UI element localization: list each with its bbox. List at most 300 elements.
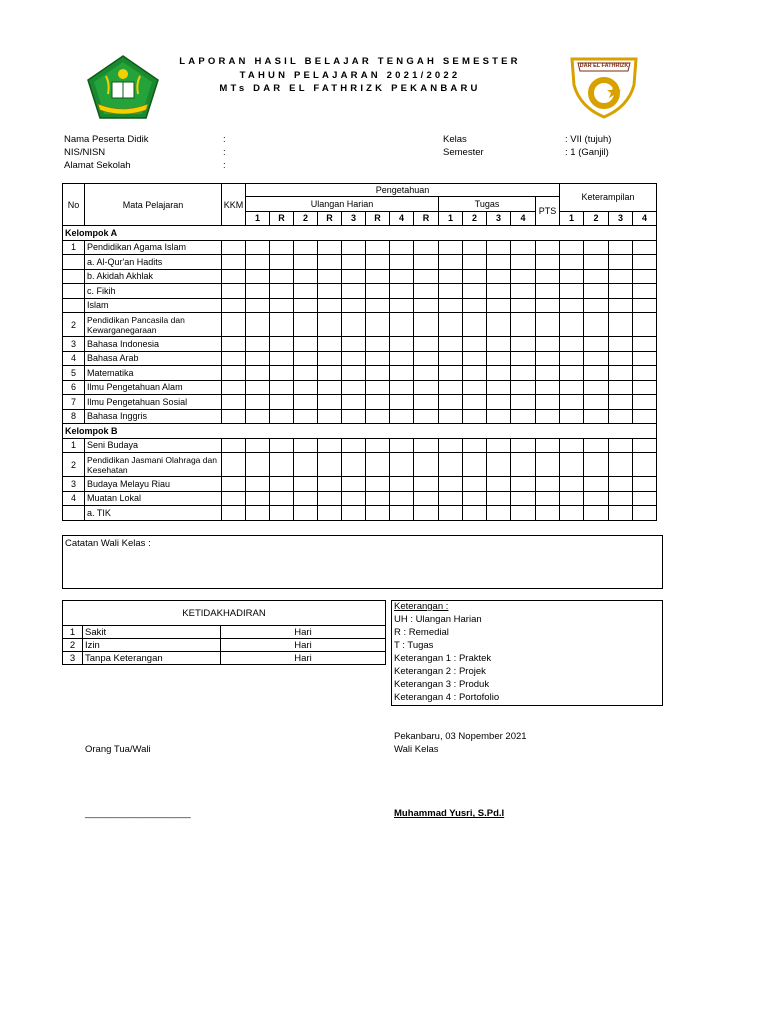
grade-cell (294, 351, 318, 366)
grade-cell (439, 255, 463, 270)
grade-cell (463, 395, 487, 410)
grade-cell (246, 380, 270, 395)
grade-cell (366, 395, 390, 410)
tugas-col-3: 4 (511, 211, 536, 226)
grade-cell (511, 240, 536, 255)
grade-cell (560, 313, 584, 337)
grade-cell (633, 255, 657, 270)
col-tugas-header: Tugas (439, 197, 536, 212)
grade-cell (609, 409, 633, 424)
subject-name: Pendidikan Agama Islam (85, 240, 222, 255)
grade-cell (487, 395, 511, 410)
grade-cell (633, 395, 657, 410)
attendance-no: 3 (63, 652, 83, 665)
ket-col-0: 1 (560, 211, 584, 226)
grade-cell (318, 380, 342, 395)
grade-cell (366, 255, 390, 270)
grade-cell (584, 298, 609, 313)
grade-cell (487, 438, 511, 453)
grade-cell (414, 351, 439, 366)
grade-cell (414, 491, 439, 506)
subject-name: b. Akidah Akhlak (85, 269, 222, 284)
grade-cell (366, 366, 390, 381)
school-year: TAHUN PELAJARAN 2021/2022 (239, 70, 461, 81)
grade-cell (463, 313, 487, 337)
uh-col-1: R (270, 211, 294, 226)
legend-title: Keterangan : (394, 601, 449, 612)
grade-cell (270, 337, 294, 352)
grade-cell (294, 313, 318, 337)
grade-cell (414, 395, 439, 410)
grade-cell (439, 438, 463, 453)
grade-cell (560, 409, 584, 424)
grade-cell (414, 380, 439, 395)
semester-value: : 1 (Ganjil) (565, 147, 609, 158)
grade-cell (270, 298, 294, 313)
grade-cell (536, 506, 560, 521)
grade-cell (536, 240, 560, 255)
grade-cell (584, 506, 609, 521)
grade-cell (633, 491, 657, 506)
grade-cell (222, 380, 246, 395)
grade-cell (463, 453, 487, 477)
class-label: Kelas (443, 134, 467, 145)
name-colon: : (223, 134, 226, 145)
grade-cell (414, 313, 439, 337)
row-number: 3 (63, 477, 85, 492)
grade-cell (439, 477, 463, 492)
grade-cell (318, 491, 342, 506)
grade-cell (222, 491, 246, 506)
table-row (63, 240, 657, 255)
grade-cell (294, 395, 318, 410)
grade-cell (342, 240, 366, 255)
grade-cell (366, 409, 390, 424)
grade-cell (584, 380, 609, 395)
grade-cell (560, 240, 584, 255)
grade-cell (390, 395, 414, 410)
grade-cell (463, 240, 487, 255)
grade-cell (342, 438, 366, 453)
grade-cell (536, 298, 560, 313)
grade-cell (366, 240, 390, 255)
grade-cell (633, 351, 657, 366)
grade-cell (318, 453, 342, 477)
grade-cell (560, 366, 584, 381)
table-row (63, 395, 657, 410)
grade-cell (463, 366, 487, 381)
grade-cell (487, 366, 511, 381)
grade-cell (560, 298, 584, 313)
uh-col-2: 2 (294, 211, 318, 226)
subject-name: Matematika (85, 366, 222, 381)
grade-cell (511, 506, 536, 521)
grade-cell (511, 453, 536, 477)
grade-cell (609, 491, 633, 506)
grade-cell (633, 313, 657, 337)
grade-cell (294, 438, 318, 453)
ket-col-3: 4 (633, 211, 657, 226)
report-title: LAPORAN HASIL BELAJAR TENGAH SEMESTER (179, 56, 521, 67)
legend-item: UH : Ulangan Harian (394, 614, 482, 625)
subject-name: Pendidikan Pancasila dan Kewarganegaraan (85, 313, 222, 337)
grade-cell (318, 284, 342, 299)
grade-cell (246, 351, 270, 366)
subject-name: Bahasa Indonesia (85, 337, 222, 352)
grade-cell (560, 438, 584, 453)
grade-cell (487, 506, 511, 521)
grade-cell (366, 453, 390, 477)
table-row (63, 477, 657, 492)
grade-cell (536, 366, 560, 381)
table-row (63, 491, 657, 506)
table-row (63, 298, 657, 313)
grade-cell (318, 351, 342, 366)
grade-cell (366, 438, 390, 453)
grade-cell (342, 337, 366, 352)
legend-item: Keterangan 1 : Praktek (394, 653, 492, 664)
grade-cell (414, 269, 439, 284)
grade-cell (246, 395, 270, 410)
grade-cell (536, 438, 560, 453)
grade-cell (536, 269, 560, 284)
grade-cell (390, 453, 414, 477)
grade-cell (536, 284, 560, 299)
row-number: 4 (63, 351, 85, 366)
row-number: 4 (63, 491, 85, 506)
grade-cell (270, 284, 294, 299)
grade-cell (487, 409, 511, 424)
row-number: 2 (63, 453, 85, 477)
grade-cell (487, 337, 511, 352)
grade-cell (270, 351, 294, 366)
grade-cell (222, 240, 246, 255)
grade-cell (318, 255, 342, 270)
grade-cell (222, 298, 246, 313)
grade-cell (342, 506, 366, 521)
table-row (63, 337, 657, 352)
grade-cell (560, 269, 584, 284)
grade-cell (463, 269, 487, 284)
grade-cell (270, 313, 294, 337)
place-date: Pekanbaru, 03 Nopember 2021 (394, 731, 527, 742)
class-value: : VII (tujuh) (565, 134, 612, 145)
grade-cell (222, 438, 246, 453)
grade-cell (246, 491, 270, 506)
grade-cell (511, 477, 536, 492)
grade-cell (439, 313, 463, 337)
grade-cell (366, 284, 390, 299)
grade-cell (318, 438, 342, 453)
grade-cell (222, 284, 246, 299)
legend-item: Keterangan 3 : Produk (394, 679, 490, 690)
table-row (63, 313, 657, 337)
grade-cell (318, 269, 342, 284)
grade-cell (246, 453, 270, 477)
grade-cell (294, 337, 318, 352)
row-number (63, 269, 85, 284)
grade-cell (584, 395, 609, 410)
address-colon: : (223, 160, 226, 171)
grade-cell (390, 491, 414, 506)
grade-cell (463, 255, 487, 270)
grade-cell (222, 409, 246, 424)
subject-name: Ilmu Pengetahuan Alam (85, 380, 222, 395)
grade-cell (246, 240, 270, 255)
attendance-unit: Hari (221, 639, 386, 652)
legend-item: R : Remedial (394, 627, 449, 638)
grade-cell (246, 409, 270, 424)
grade-cell (246, 269, 270, 284)
grade-cell (439, 366, 463, 381)
grade-cell (584, 438, 609, 453)
table-row (63, 380, 657, 395)
grade-cell (222, 395, 246, 410)
attendance-unit: Hari (221, 652, 386, 665)
grade-cell (390, 284, 414, 299)
grade-cell (222, 269, 246, 284)
attendance-unit: Hari (221, 626, 386, 639)
row-number (63, 506, 85, 521)
grade-cell (318, 477, 342, 492)
grade-cell (487, 284, 511, 299)
grade-cell (270, 506, 294, 521)
grade-cell (222, 506, 246, 521)
teacher-label: Wali Kelas (394, 744, 439, 755)
grade-cell (536, 337, 560, 352)
grade-cell (439, 491, 463, 506)
grade-cell (560, 337, 584, 352)
subject-name: Muatan Lokal (85, 491, 222, 506)
grade-cell (439, 380, 463, 395)
address-label: Alamat Sekolah (64, 160, 131, 171)
grade-cell (487, 477, 511, 492)
uh-col-7: R (414, 211, 439, 226)
grade-cell (609, 255, 633, 270)
grade-cell (246, 506, 270, 521)
uh-col-0: 1 (246, 211, 270, 226)
ket-col-1: 2 (584, 211, 609, 226)
grade-cell (487, 298, 511, 313)
grade-cell (222, 366, 246, 381)
grade-cell (318, 240, 342, 255)
grade-cell (318, 313, 342, 337)
grade-cell (536, 477, 560, 492)
grade-cell (294, 269, 318, 284)
row-number (63, 298, 85, 313)
grade-cell (487, 351, 511, 366)
grade-cell (463, 380, 487, 395)
grade-cell (511, 255, 536, 270)
grade-cell (560, 284, 584, 299)
grade-cell (439, 269, 463, 284)
grade-cell (390, 380, 414, 395)
grade-cell (270, 255, 294, 270)
grade-cell (390, 351, 414, 366)
grade-cell (439, 453, 463, 477)
table-row (63, 409, 657, 424)
grade-cell (222, 313, 246, 337)
grade-cell (511, 269, 536, 284)
subject-name: Budaya Melayu Riau (85, 477, 222, 492)
ket-col-2: 3 (609, 211, 633, 226)
grade-cell (342, 477, 366, 492)
grade-cell (294, 366, 318, 381)
grade-cell (414, 366, 439, 381)
grade-cell (463, 477, 487, 492)
uh-col-5: R (366, 211, 390, 226)
grade-cell (270, 395, 294, 410)
grade-cell (609, 506, 633, 521)
grade-cell (560, 351, 584, 366)
grade-cell (294, 506, 318, 521)
grade-cell (222, 351, 246, 366)
attendance-row (63, 652, 386, 665)
subject-name: Islam (85, 298, 222, 313)
subject-name: c. Fikih (85, 284, 222, 299)
col-kkm-header: KKM (222, 184, 246, 226)
grade-cell (366, 298, 390, 313)
school-logo-text: DAR EL FATHRIZK (579, 63, 629, 69)
grade-cell (536, 380, 560, 395)
grade-cell (318, 395, 342, 410)
grade-cell (584, 240, 609, 255)
grade-cell (246, 255, 270, 270)
grade-cell (487, 269, 511, 284)
col-no-header: No (63, 184, 85, 226)
grade-cell (633, 380, 657, 395)
grade-cell (366, 477, 390, 492)
grade-cell (609, 395, 633, 410)
grade-cell (609, 313, 633, 337)
grade-cell (246, 438, 270, 453)
subject-name: Bahasa Inggris (85, 409, 222, 424)
grade-cell (536, 255, 560, 270)
grade-cell (390, 438, 414, 453)
grade-cell (366, 491, 390, 506)
grade-cell (633, 298, 657, 313)
grade-cell (463, 409, 487, 424)
grade-cell (584, 351, 609, 366)
grade-cell (366, 337, 390, 352)
grade-cell (318, 337, 342, 352)
grade-cell (414, 255, 439, 270)
grade-cell (584, 284, 609, 299)
grade-cell (609, 438, 633, 453)
grade-cell (270, 477, 294, 492)
grade-cell (511, 298, 536, 313)
grade-cell (511, 395, 536, 410)
grade-cell (390, 409, 414, 424)
grade-cell (536, 453, 560, 477)
grade-cell (584, 409, 609, 424)
table-row (63, 438, 657, 453)
grade-cell (222, 255, 246, 270)
grade-cell (414, 298, 439, 313)
grade-cell (511, 337, 536, 352)
grade-cell (342, 491, 366, 506)
grade-cell (318, 298, 342, 313)
grade-cell (609, 366, 633, 381)
grade-cell (414, 438, 439, 453)
grade-cell (270, 491, 294, 506)
grade-cell (560, 380, 584, 395)
grade-cell (246, 366, 270, 381)
grade-cell (609, 284, 633, 299)
uh-col-6: 4 (390, 211, 414, 226)
parent-signature-line: ____________________ (85, 808, 191, 819)
grade-cell (609, 240, 633, 255)
grade-cell (390, 366, 414, 381)
grade-cell (609, 337, 633, 352)
table-row (63, 366, 657, 381)
grade-cell (463, 284, 487, 299)
attendance-no: 1 (63, 626, 83, 639)
row-number: 8 (63, 409, 85, 424)
grade-cell (246, 337, 270, 352)
grade-cell (366, 269, 390, 284)
grade-cell (584, 313, 609, 337)
grade-cell (318, 409, 342, 424)
table-row (63, 453, 657, 477)
subject-name: Seni Budaya (85, 438, 222, 453)
grade-cell (560, 491, 584, 506)
grade-cell (270, 366, 294, 381)
grade-cell (222, 477, 246, 492)
grade-cell (294, 298, 318, 313)
subject-name: a. Al-Qur'an Hadits (85, 255, 222, 270)
grade-cell (536, 351, 560, 366)
grade-cell (511, 491, 536, 506)
grade-cell (342, 269, 366, 284)
grade-cell (294, 453, 318, 477)
row-number: 7 (63, 395, 85, 410)
grade-cell (584, 366, 609, 381)
grade-cell (439, 337, 463, 352)
col-pts-header: PTS (536, 197, 560, 226)
grade-cell (633, 366, 657, 381)
grade-cell (342, 284, 366, 299)
grade-cell (536, 395, 560, 410)
grade-cell (342, 366, 366, 381)
grade-cell (463, 337, 487, 352)
col-subject-header: Mata Pelajaran (85, 184, 222, 226)
school-name: MTs DAR EL FATHRIZK PEKANBARU (219, 83, 481, 94)
grade-cell (633, 453, 657, 477)
grade-cell (609, 298, 633, 313)
grade-cell (294, 255, 318, 270)
row-number: 5 (63, 366, 85, 381)
grade-cell (439, 395, 463, 410)
grade-cell (560, 453, 584, 477)
grade-cell (294, 477, 318, 492)
semester-label: Semester (443, 147, 484, 158)
legend-item: T : Tugas (394, 640, 434, 651)
grade-cell (463, 491, 487, 506)
grade-cell (511, 284, 536, 299)
grade-cell (463, 298, 487, 313)
grade-cell (414, 453, 439, 477)
teacher-name: Muhammad Yusri, S.Pd.I (394, 808, 505, 819)
group-a-label: Kelompok A (63, 226, 246, 241)
row-number: 6 (63, 380, 85, 395)
grade-cell (511, 351, 536, 366)
group-b-label: Kelompok B (63, 424, 246, 439)
grade-cell (584, 337, 609, 352)
attendance-label: Tanpa Keterangan (83, 652, 221, 665)
grade-cell (270, 380, 294, 395)
tugas-col-1: 2 (463, 211, 487, 226)
